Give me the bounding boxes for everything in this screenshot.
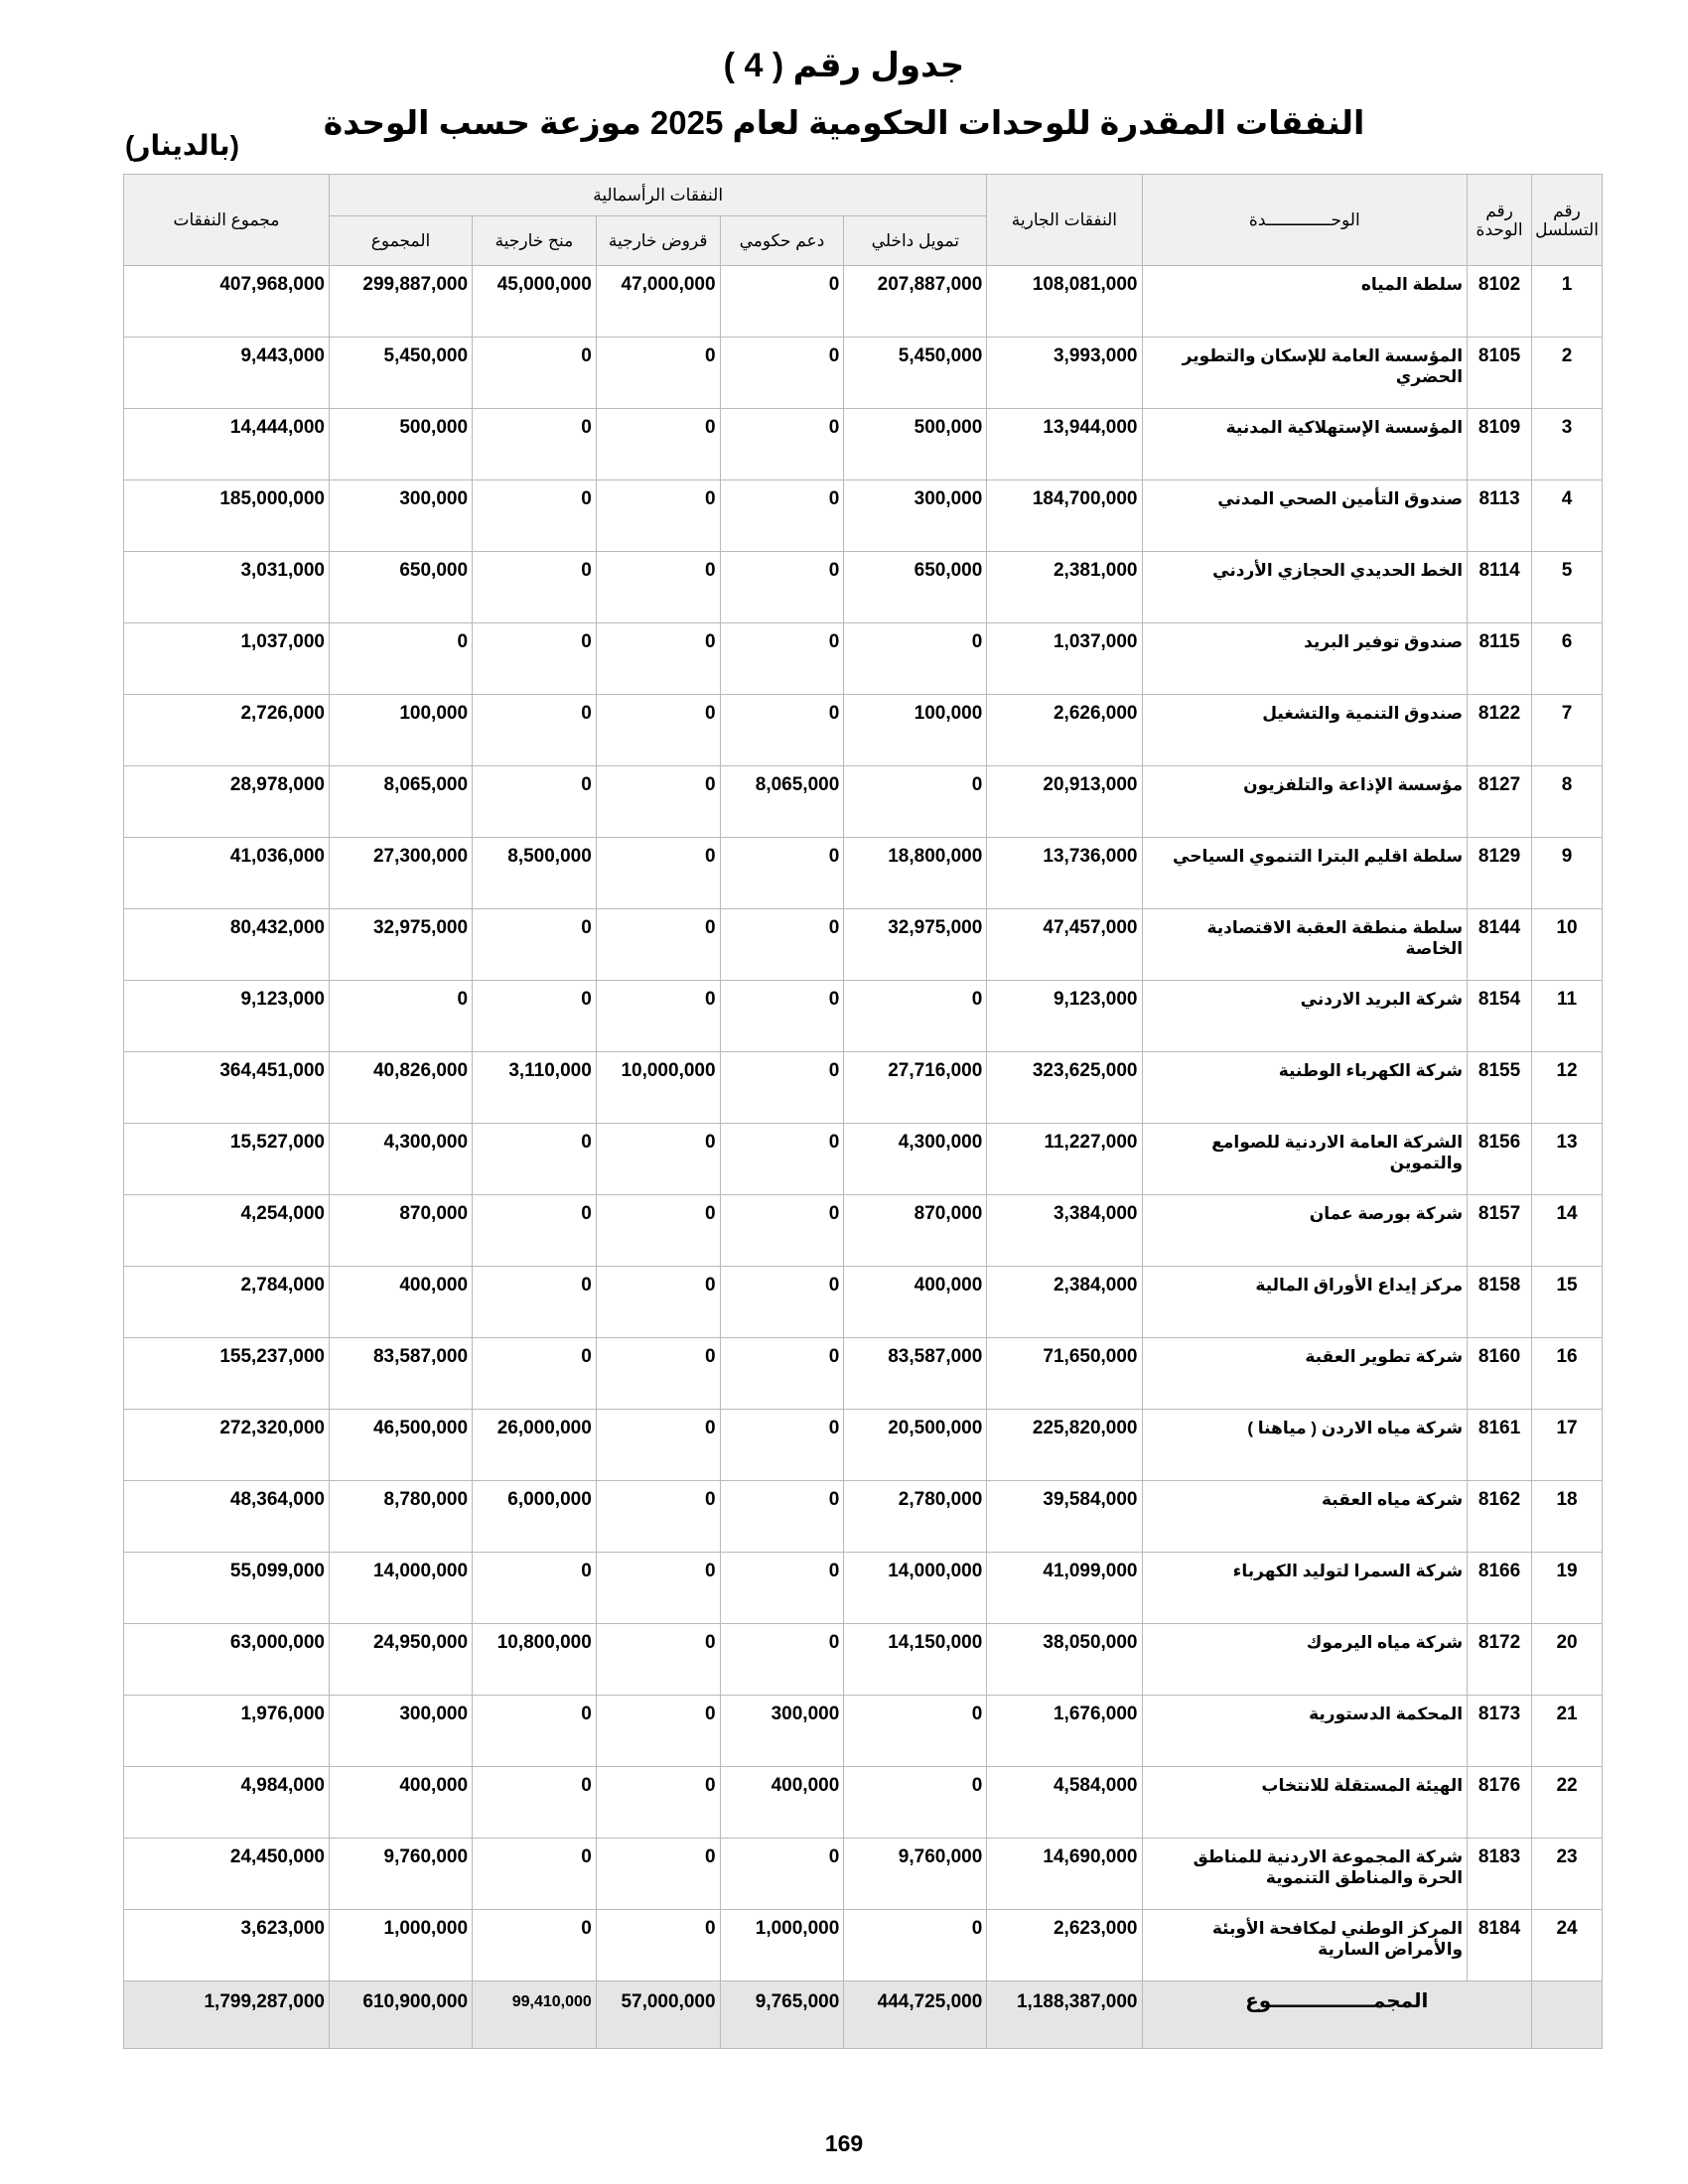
foreign-loans-cell: 0 [596, 909, 720, 981]
foreign-loans-cell: 0 [596, 766, 720, 838]
grand-total-cell: 55,099,000 [124, 1553, 330, 1624]
capital-total-cell: 100,000 [329, 695, 472, 766]
gov-support-cell: 0 [720, 552, 844, 623]
current-cell: 14,690,000 [987, 1839, 1142, 1910]
serial-cell: 3 [1532, 409, 1603, 480]
current-cell: 108,081,000 [987, 266, 1142, 338]
foreign-loans-cell: 0 [596, 623, 720, 695]
unit-name-cell: صندوق توفير البريد [1142, 623, 1468, 695]
capital-total-cell: 32,975,000 [329, 909, 472, 981]
gov-support-cell: 0 [720, 266, 844, 338]
table-row [124, 981, 1603, 1052]
unit-name-cell: صندوق التأمين الصحي المدني [1142, 480, 1468, 552]
domestic-cell: 14,150,000 [844, 1624, 987, 1696]
foreign-loans-cell: 0 [596, 981, 720, 1052]
grand-total-cell: 24,450,000 [124, 1839, 330, 1910]
serial-cell: 17 [1532, 1410, 1603, 1481]
serial-cell: 4 [1532, 480, 1603, 552]
currency-unit: (بالدينار) [125, 130, 239, 161]
serial-cell: 20 [1532, 1624, 1603, 1696]
gov-support-cell: 0 [720, 1195, 844, 1267]
capital-total-cell: 650,000 [329, 552, 472, 623]
foreign-loans-cell: 47,000,000 [596, 266, 720, 338]
unit-code-cell: 8173 [1468, 1696, 1532, 1767]
foreign-grants-cell: 0 [473, 552, 597, 623]
header-unit-number: رقم الوحدة [1468, 175, 1532, 266]
foreign-grants-cell: 0 [473, 981, 597, 1052]
capital-total-cell: 870,000 [329, 1195, 472, 1267]
foreign-loans-cell: 0 [596, 1696, 720, 1767]
domestic-cell: 32,975,000 [844, 909, 987, 981]
serial-cell: 9 [1532, 838, 1603, 909]
capital-total-cell: 9,760,000 [329, 1839, 472, 1910]
capital-total-cell: 300,000 [329, 1696, 472, 1767]
unit-name-cell: الخط الحديدي الحجازي الأردني [1142, 552, 1468, 623]
unit-code-cell: 8114 [1468, 552, 1532, 623]
unit-name-cell: شركة الكهرباء الوطنية [1142, 1052, 1468, 1124]
table-row [124, 1267, 1603, 1338]
table-row [124, 1410, 1603, 1481]
current-cell: 38,050,000 [987, 1624, 1142, 1696]
gov-support-cell: 0 [720, 1839, 844, 1910]
serial-cell: 15 [1532, 1267, 1603, 1338]
foreign-grants-cell: 0 [473, 1839, 597, 1910]
domestic-cell: 5,450,000 [844, 338, 987, 409]
table-row [124, 1338, 1603, 1410]
unit-code-cell: 8122 [1468, 695, 1532, 766]
grand-total-cell: 4,984,000 [124, 1767, 330, 1839]
domestic-cell: 14,000,000 [844, 1553, 987, 1624]
header-domestic-financing: تمويل داخلي [844, 216, 987, 266]
foreign-loans-cell: 10,000,000 [596, 1052, 720, 1124]
capital-total-cell: 46,500,000 [329, 1410, 472, 1481]
gov-support-cell: 0 [720, 1481, 844, 1553]
gov-support-cell: 400,000 [720, 1767, 844, 1839]
totals-label: المجمـــــــــــــــوع [1142, 1981, 1532, 2049]
foreign-loans-cell: 0 [596, 1553, 720, 1624]
current-cell: 4,584,000 [987, 1767, 1142, 1839]
serial-cell: 23 [1532, 1839, 1603, 1910]
serial-cell: 2 [1532, 338, 1603, 409]
capital-total-cell: 1,000,000 [329, 1910, 472, 1981]
table-row [124, 1052, 1603, 1124]
foreign-grants-cell: 0 [473, 909, 597, 981]
unit-code-cell: 8155 [1468, 1052, 1532, 1124]
capital-total-cell: 500,000 [329, 409, 472, 480]
foreign-loans-cell: 0 [596, 1481, 720, 1553]
table-row [124, 1624, 1603, 1696]
domestic-cell: 0 [844, 1910, 987, 1981]
foreign-grants-cell: 8,500,000 [473, 838, 597, 909]
totals-empty-cell [1532, 1981, 1603, 2049]
serial-cell: 7 [1532, 695, 1603, 766]
foreign-grants-cell: 0 [473, 1338, 597, 1410]
total-capital: 610,900,000 [329, 1981, 472, 2049]
unit-code-cell: 8184 [1468, 1910, 1532, 1981]
unit-name-cell: سلطة منطقة العقبة الاقتصادية الخاصة [1142, 909, 1468, 981]
domestic-cell: 27,716,000 [844, 1052, 987, 1124]
unit-code-cell: 8144 [1468, 909, 1532, 981]
serial-cell: 5 [1532, 552, 1603, 623]
foreign-grants-cell: 0 [473, 480, 597, 552]
gov-support-cell: 0 [720, 480, 844, 552]
gov-support-cell: 0 [720, 1624, 844, 1696]
serial-cell: 16 [1532, 1338, 1603, 1410]
current-cell: 2,381,000 [987, 552, 1142, 623]
table-row [124, 1696, 1603, 1767]
gov-support-cell: 0 [720, 909, 844, 981]
serial-cell: 6 [1532, 623, 1603, 695]
gov-support-cell: 0 [720, 409, 844, 480]
domestic-cell: 0 [844, 1767, 987, 1839]
gov-support-cell: 0 [720, 1553, 844, 1624]
unit-name-cell: شركة السمرا لتوليد الكهرباء [1142, 1553, 1468, 1624]
header-current-expenditure: النفقات الجارية [987, 175, 1142, 266]
capital-total-cell: 0 [329, 623, 472, 695]
unit-name-cell: الهيئة المستقلة للانتخاب [1142, 1767, 1468, 1839]
total-gov-support: 9,765,000 [720, 1981, 844, 2049]
grand-total-cell: 63,000,000 [124, 1624, 330, 1696]
foreign-grants-cell: 0 [473, 338, 597, 409]
unit-code-cell: 8127 [1468, 766, 1532, 838]
current-cell: 1,037,000 [987, 623, 1142, 695]
current-cell: 47,457,000 [987, 909, 1142, 981]
table-row [124, 1553, 1603, 1624]
serial-cell: 13 [1532, 1124, 1603, 1195]
foreign-grants-cell: 0 [473, 1696, 597, 1767]
grand-total-cell: 80,432,000 [124, 909, 330, 981]
capital-total-cell: 40,826,000 [329, 1052, 472, 1124]
domestic-cell: 20,500,000 [844, 1410, 987, 1481]
table-row [124, 838, 1603, 909]
unit-name-cell: المركز الوطني لمكافحة الأوبئة والأمراض السارية [1142, 1910, 1468, 1981]
unit-name-cell: مؤسسة الإذاعة والتلفزيون [1142, 766, 1468, 838]
unit-code-cell: 8109 [1468, 409, 1532, 480]
serial-cell: 19 [1532, 1553, 1603, 1624]
serial-cell: 14 [1532, 1195, 1603, 1267]
unit-code-cell: 8183 [1468, 1839, 1532, 1910]
unit-name-cell: شركة مياه العقبة [1142, 1481, 1468, 1553]
domestic-cell: 0 [844, 981, 987, 1052]
foreign-grants-cell: 0 [473, 1195, 597, 1267]
domestic-cell: 0 [844, 1696, 987, 1767]
domestic-cell: 4,300,000 [844, 1124, 987, 1195]
current-cell: 41,099,000 [987, 1553, 1142, 1624]
domestic-cell: 650,000 [844, 552, 987, 623]
unit-name-cell: المحكمة الدستورية [1142, 1696, 1468, 1767]
table-title: النفقات المقدرة للوحدات الحكومية لعام 2025 موزعة حسب الوحدة [323, 104, 1365, 141]
current-cell: 13,736,000 [987, 838, 1142, 909]
unit-code-cell: 8176 [1468, 1767, 1532, 1839]
gov-support-cell: 0 [720, 981, 844, 1052]
gov-support-cell: 0 [720, 1410, 844, 1481]
foreign-grants-cell: 45,000,000 [473, 266, 597, 338]
table-number-title: جدول رقم ( 4 ) [723, 47, 965, 84]
capital-total-cell: 400,000 [329, 1767, 472, 1839]
current-cell: 2,623,000 [987, 1910, 1142, 1981]
foreign-loans-cell: 0 [596, 1410, 720, 1481]
unit-code-cell: 8161 [1468, 1410, 1532, 1481]
domestic-cell: 0 [844, 766, 987, 838]
gov-support-cell: 0 [720, 1124, 844, 1195]
header-foreign-loans: قروض خارجية [596, 216, 720, 266]
header-foreign-grants: منح خارجية [473, 216, 597, 266]
serial-cell: 24 [1532, 1910, 1603, 1981]
table-row [124, 1767, 1603, 1839]
domestic-cell: 870,000 [844, 1195, 987, 1267]
gov-support-cell: 300,000 [720, 1696, 844, 1767]
gov-support-cell: 0 [720, 838, 844, 909]
capital-total-cell: 5,450,000 [329, 338, 472, 409]
header-unit-name: الوحـــــــــــــدة [1142, 175, 1468, 266]
foreign-loans-cell: 0 [596, 1338, 720, 1410]
foreign-loans-cell: 0 [596, 1767, 720, 1839]
totals-row [124, 1981, 1603, 2049]
capital-total-cell: 4,300,000 [329, 1124, 472, 1195]
unit-name-cell: سلطة المياه [1142, 266, 1468, 338]
foreign-grants-cell: 0 [473, 695, 597, 766]
foreign-loans-cell: 0 [596, 1624, 720, 1696]
grand-total-cell: 1,037,000 [124, 623, 330, 695]
unit-code-cell: 8113 [1468, 480, 1532, 552]
unit-code-cell: 8105 [1468, 338, 1532, 409]
table-row [124, 1910, 1603, 1981]
total-grand: 1,799,287,000 [124, 1981, 330, 2049]
foreign-grants-cell: 3,110,000 [473, 1052, 597, 1124]
current-cell: 1,676,000 [987, 1696, 1142, 1767]
unit-code-cell: 8115 [1468, 623, 1532, 695]
serial-cell: 1 [1532, 266, 1603, 338]
total-foreign-loans: 57,000,000 [596, 1981, 720, 2049]
serial-cell: 8 [1532, 766, 1603, 838]
gov-support-cell: 0 [720, 1052, 844, 1124]
unit-name-cell: الشركة العامة الاردنية للصوامع والتموين [1142, 1124, 1468, 1195]
unit-code-cell: 8129 [1468, 838, 1532, 909]
current-cell: 184,700,000 [987, 480, 1142, 552]
grand-total-cell: 28,978,000 [124, 766, 330, 838]
foreign-grants-cell: 0 [473, 1910, 597, 1981]
unit-name-cell: المؤسسة الإستهلاكية المدنية [1142, 409, 1468, 480]
domestic-cell: 83,587,000 [844, 1338, 987, 1410]
foreign-loans-cell: 0 [596, 338, 720, 409]
current-cell: 13,944,000 [987, 409, 1142, 480]
gov-support-cell: 0 [720, 1267, 844, 1338]
serial-cell: 12 [1532, 1052, 1603, 1124]
grand-total-cell: 407,968,000 [124, 266, 330, 338]
table-row [124, 695, 1603, 766]
unit-name-cell: شركة تطوير العقبة [1142, 1338, 1468, 1410]
total-current: 1,188,387,000 [987, 1981, 1142, 2049]
capital-total-cell: 300,000 [329, 480, 472, 552]
current-cell: 2,384,000 [987, 1267, 1142, 1338]
header-capital-expenditure: النفقات الرأسمالية [329, 175, 986, 216]
unit-code-cell: 8160 [1468, 1338, 1532, 1410]
foreign-loans-cell: 0 [596, 480, 720, 552]
current-cell: 71,650,000 [987, 1338, 1142, 1410]
table-row [124, 480, 1603, 552]
current-cell: 3,993,000 [987, 338, 1142, 409]
header-government-support: دعم حكومي [720, 216, 844, 266]
capital-total-cell: 8,065,000 [329, 766, 472, 838]
foreign-grants-cell: 26,000,000 [473, 1410, 597, 1481]
unit-code-cell: 8156 [1468, 1124, 1532, 1195]
capital-total-cell: 299,887,000 [329, 266, 472, 338]
foreign-grants-cell: 10,800,000 [473, 1624, 597, 1696]
table-row [124, 266, 1603, 338]
unit-code-cell: 8158 [1468, 1267, 1532, 1338]
capital-total-cell: 24,950,000 [329, 1624, 472, 1696]
capital-total-cell: 14,000,000 [329, 1553, 472, 1624]
total-foreign-grants: 99,410,000 [473, 1981, 597, 2049]
unit-name-cell: المؤسسة العامة للإسكان والتطوير الحضري [1142, 338, 1468, 409]
grand-total-cell: 9,123,000 [124, 981, 330, 1052]
grand-total-cell: 2,726,000 [124, 695, 330, 766]
gov-support-cell: 0 [720, 338, 844, 409]
grand-total-cell: 3,623,000 [124, 1910, 330, 1981]
unit-name-cell: شركة البريد الاردني [1142, 981, 1468, 1052]
capital-total-cell: 27,300,000 [329, 838, 472, 909]
foreign-loans-cell: 0 [596, 838, 720, 909]
foreign-grants-cell: 0 [473, 623, 597, 695]
capital-total-cell: 8,780,000 [329, 1481, 472, 1553]
domestic-cell: 2,780,000 [844, 1481, 987, 1553]
current-cell: 9,123,000 [987, 981, 1142, 1052]
table-row [124, 1839, 1603, 1910]
serial-cell: 11 [1532, 981, 1603, 1052]
foreign-grants-cell: 0 [473, 1767, 597, 1839]
unit-name-cell: شركة مياه اليرموك [1142, 1624, 1468, 1696]
table-row [124, 1481, 1603, 1553]
serial-cell: 22 [1532, 1767, 1603, 1839]
unit-name-cell: سلطة اقليم البترا التنموي السياحي [1142, 838, 1468, 909]
capital-total-cell: 400,000 [329, 1267, 472, 1338]
foreign-loans-cell: 0 [596, 1195, 720, 1267]
gov-support-cell: 0 [720, 1338, 844, 1410]
domestic-cell: 300,000 [844, 480, 987, 552]
capital-total-cell: 0 [329, 981, 472, 1052]
domestic-cell: 18,800,000 [844, 838, 987, 909]
grand-total-cell: 48,364,000 [124, 1481, 330, 1553]
foreign-loans-cell: 0 [596, 1267, 720, 1338]
unit-name-cell: شركة بورصة عمان [1142, 1195, 1468, 1267]
foreign-grants-cell: 0 [473, 766, 597, 838]
unit-code-cell: 8154 [1468, 981, 1532, 1052]
grand-total-cell: 4,254,000 [124, 1195, 330, 1267]
foreign-grants-cell: 0 [473, 409, 597, 480]
grand-total-cell: 9,443,000 [124, 338, 330, 409]
foreign-loans-cell: 0 [596, 552, 720, 623]
grand-total-cell: 15,527,000 [124, 1124, 330, 1195]
domestic-cell: 500,000 [844, 409, 987, 480]
grand-total-cell: 41,036,000 [124, 838, 330, 909]
serial-cell: 10 [1532, 909, 1603, 981]
gov-support-cell: 1,000,000 [720, 1910, 844, 1981]
unit-name-cell: صندوق التنمية والتشغيل [1142, 695, 1468, 766]
domestic-cell: 207,887,000 [844, 266, 987, 338]
grand-total-cell: 364,451,000 [124, 1052, 330, 1124]
domestic-cell: 0 [844, 623, 987, 695]
header-capital-total: المجموع [329, 216, 472, 266]
capital-total-cell: 83,587,000 [329, 1338, 472, 1410]
gov-support-cell: 0 [720, 623, 844, 695]
unit-name-cell: شركة مياه الاردن ( مياهنا ) [1142, 1410, 1468, 1481]
header-total-expenditure: مجموع النفقات [124, 175, 330, 266]
current-cell: 323,625,000 [987, 1052, 1142, 1124]
expenditure-table [123, 174, 1603, 2049]
unit-code-cell: 8162 [1468, 1481, 1532, 1553]
table-row [124, 338, 1603, 409]
gov-support-cell: 8,065,000 [720, 766, 844, 838]
table-row [124, 552, 1603, 623]
domestic-cell: 100,000 [844, 695, 987, 766]
current-cell: 3,384,000 [987, 1195, 1142, 1267]
table-row [124, 1195, 1603, 1267]
header-serial: رقم التسلسل [1532, 175, 1603, 266]
total-domestic: 444,725,000 [844, 1981, 987, 2049]
foreign-grants-cell: 0 [473, 1553, 597, 1624]
current-cell: 225,820,000 [987, 1410, 1142, 1481]
domestic-cell: 9,760,000 [844, 1839, 987, 1910]
foreign-loans-cell: 0 [596, 1124, 720, 1195]
unit-code-cell: 8102 [1468, 266, 1532, 338]
table-row [124, 766, 1603, 838]
current-cell: 20,913,000 [987, 766, 1142, 838]
foreign-loans-cell: 0 [596, 1910, 720, 1981]
grand-total-cell: 14,444,000 [124, 409, 330, 480]
grand-total-cell: 272,320,000 [124, 1410, 330, 1481]
grand-total-cell: 1,976,000 [124, 1696, 330, 1767]
unit-name-cell: مركز إيداع الأوراق المالية [1142, 1267, 1468, 1338]
table-row [124, 909, 1603, 981]
table-body [124, 266, 1603, 2049]
foreign-loans-cell: 0 [596, 1839, 720, 1910]
foreign-loans-cell: 0 [596, 409, 720, 480]
page-number: 169 [824, 2130, 864, 2156]
grand-total-cell: 185,000,000 [124, 480, 330, 552]
grand-total-cell: 3,031,000 [124, 552, 330, 623]
domestic-cell: 400,000 [844, 1267, 987, 1338]
gov-support-cell: 0 [720, 695, 844, 766]
current-cell: 11,227,000 [987, 1124, 1142, 1195]
grand-total-cell: 2,784,000 [124, 1267, 330, 1338]
foreign-grants-cell: 0 [473, 1267, 597, 1338]
unit-name-cell: شركة المجموعة الاردنية للمناطق الحرة والمناطق التنموية [1142, 1839, 1468, 1910]
table-row [124, 623, 1603, 695]
serial-cell: 21 [1532, 1696, 1603, 1767]
current-cell: 39,584,000 [987, 1481, 1142, 1553]
unit-code-cell: 8172 [1468, 1624, 1532, 1696]
unit-code-cell: 8157 [1468, 1195, 1532, 1267]
serial-cell: 18 [1532, 1481, 1603, 1553]
table-row [124, 409, 1603, 480]
foreign-grants-cell: 0 [473, 1124, 597, 1195]
current-cell: 2,626,000 [987, 695, 1142, 766]
foreign-loans-cell: 0 [596, 695, 720, 766]
grand-total-cell: 155,237,000 [124, 1338, 330, 1410]
unit-code-cell: 8166 [1468, 1553, 1532, 1624]
foreign-grants-cell: 6,000,000 [473, 1481, 597, 1553]
table-row [124, 1124, 1603, 1195]
